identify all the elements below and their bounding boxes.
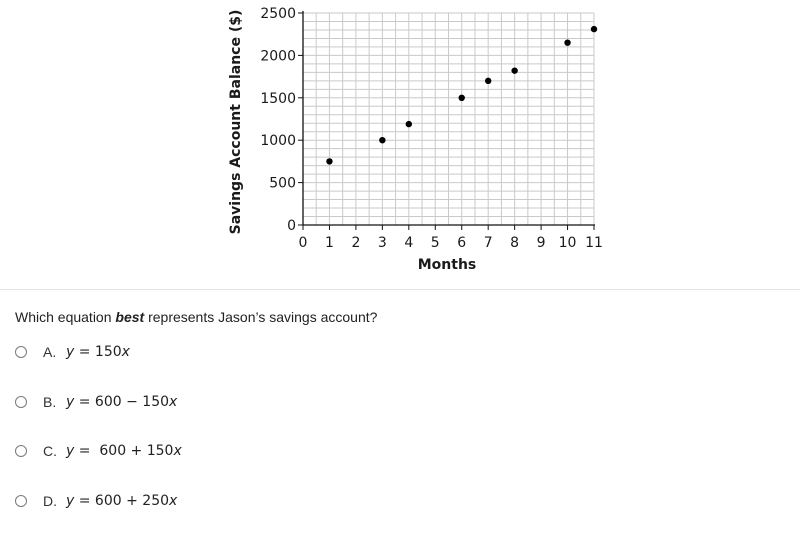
data-point bbox=[406, 121, 412, 127]
option-a-var-x: x bbox=[121, 344, 130, 360]
x-tick-label: 9 bbox=[536, 235, 546, 251]
question-text bbox=[15, 309, 377, 325]
option-a-letter: A. bbox=[43, 344, 57, 360]
radio-button-c[interactable] bbox=[15, 445, 27, 457]
data-point bbox=[591, 26, 597, 32]
data-point bbox=[459, 95, 465, 101]
option-d-var-y: y bbox=[66, 493, 75, 509]
option-b-var-y: y bbox=[66, 394, 75, 410]
option-d[interactable] bbox=[15, 491, 178, 511]
y-tick-label: 2000 bbox=[260, 48, 296, 65]
x-tick-label: 10 bbox=[558, 235, 577, 251]
radio-button-d[interactable] bbox=[15, 495, 27, 507]
question-prefix: Which equation bbox=[15, 309, 116, 325]
data-point bbox=[485, 78, 491, 84]
question-suffix: represents Jason’s savings account? bbox=[144, 309, 378, 325]
y-tick-label: 1000 bbox=[260, 133, 296, 150]
section-divider bbox=[0, 289, 800, 290]
data-point bbox=[326, 158, 332, 164]
option-d-letter: D. bbox=[43, 493, 57, 509]
option-b[interactable] bbox=[15, 392, 178, 412]
option-c-letter: C. bbox=[43, 443, 57, 459]
option-b-var-x: x bbox=[169, 394, 178, 410]
option-a[interactable] bbox=[15, 342, 130, 362]
option-c-expr: = 600 + 150 bbox=[74, 443, 174, 459]
data-point bbox=[564, 39, 570, 45]
option-b-expr: = 600 − 150 bbox=[74, 394, 170, 410]
data-point bbox=[379, 137, 385, 143]
option-b-letter: B. bbox=[43, 394, 57, 410]
option-c-var-x: x bbox=[173, 443, 182, 459]
option-a-equation bbox=[66, 344, 130, 360]
option-c-equation bbox=[66, 443, 182, 459]
chart-tick-labels bbox=[260, 6, 603, 251]
option-d-var-x: x bbox=[169, 493, 178, 509]
option-d-equation bbox=[66, 493, 177, 509]
x-tick-label: 8 bbox=[510, 235, 520, 251]
x-tick-label: 2 bbox=[351, 235, 361, 251]
x-tick-label: 7 bbox=[483, 235, 493, 251]
question-emphasis: best bbox=[115, 309, 145, 325]
y-tick-label: 500 bbox=[269, 175, 296, 192]
option-b-equation bbox=[66, 394, 177, 410]
x-tick-label: 6 bbox=[457, 235, 467, 251]
option-a-var-y: y bbox=[66, 344, 75, 360]
x-tick-label: 5 bbox=[430, 235, 440, 251]
x-tick-label: 3 bbox=[377, 235, 387, 251]
chart-grid bbox=[303, 13, 594, 225]
y-tick-label: 1500 bbox=[260, 90, 296, 107]
x-tick-label: 1 bbox=[324, 235, 334, 251]
x-tick-label: 0 bbox=[298, 235, 308, 251]
y-tick-label: 2500 bbox=[260, 6, 296, 22]
option-c-var-y: y bbox=[66, 443, 75, 459]
option-d-expr: = 600 + 250 bbox=[74, 493, 170, 509]
option-a-expr: = 150 bbox=[74, 344, 122, 360]
option-c[interactable] bbox=[15, 441, 182, 461]
x-tick-label: 4 bbox=[404, 235, 414, 251]
x-axis-title: Months bbox=[417, 257, 477, 273]
y-axis-title: Savings Account Balance ($) bbox=[228, 9, 244, 235]
y-tick-label: 0 bbox=[287, 218, 296, 234]
radio-button-b[interactable] bbox=[15, 396, 27, 408]
radio-button-a[interactable] bbox=[15, 346, 27, 358]
x-tick-label: 11 bbox=[585, 235, 603, 251]
data-point bbox=[511, 67, 517, 73]
